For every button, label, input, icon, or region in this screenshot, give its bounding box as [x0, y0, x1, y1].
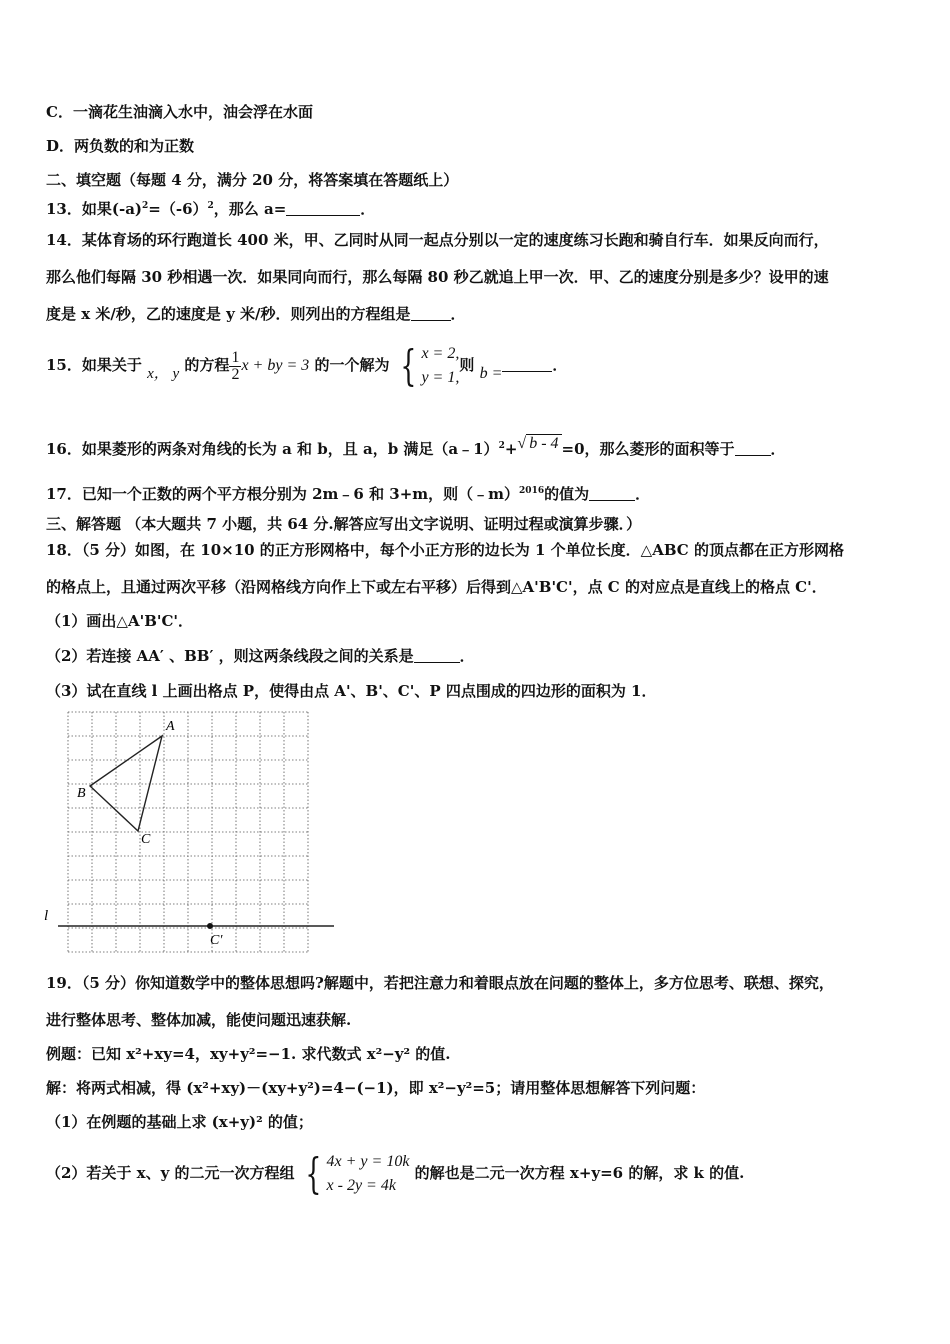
q13-text-b: =（-6）	[148, 200, 208, 218]
q16-text-b: +	[504, 440, 518, 458]
q15-b-var: b =	[479, 365, 503, 382]
q14-end: ．	[450, 305, 466, 323]
q15-answer-blank[interactable]	[502, 357, 552, 372]
q15-text-b: 的方程	[184, 356, 230, 374]
question-18-line-1: 18．（5 分）如图，在 10×10 的正方形网格中，每个小正方形的边长为 1 个单位长度．△ABC 的顶点都在正方形网格	[46, 541, 844, 559]
question-16	[46, 434, 786, 459]
q13-text-c: ，那么 a=	[213, 200, 287, 218]
q19-system	[327, 1150, 410, 1198]
q14-text: 度是 x 米/秒，乙的速度是 y 米/秒．则列出的方程组是	[46, 305, 411, 323]
label-b: B	[77, 786, 86, 801]
question-15	[46, 338, 567, 392]
question-18-part-2	[46, 646, 475, 666]
question-18-part-3: （3）试在直线 l 上画出格点 P，使得由点 A'、B'、C'、P 四点围成的四边形的面积为 1．	[46, 682, 657, 700]
section-fill-in-heading: 二、填空题（每题 4 分，满分 20 分，将答案填在答题纸上）	[46, 171, 459, 189]
question-13	[46, 196, 375, 219]
q19-brace: {	[305, 1149, 322, 1198]
label-c-prime: C′	[210, 933, 223, 948]
q13-sup-2: 2	[207, 201, 214, 211]
q15-vars: x， y	[147, 366, 180, 382]
question-14-line-2: 那么他们每隔 30 秒相遇一次．如果同向而行，那么每隔 80 秒乙就追上甲一次．甲、乙的速度分别是多少？设甲的速	[46, 268, 829, 286]
q16-sqrt	[517, 434, 561, 454]
label-l: l	[44, 908, 49, 924]
q13-answer-blank[interactable]	[286, 201, 360, 216]
option-d: D．两负数的和为正数	[46, 137, 195, 155]
q17-answer-blank[interactable]	[589, 486, 635, 501]
q18-answer-blank[interactable]	[414, 648, 460, 663]
q14-answer-blank[interactable]	[411, 306, 451, 321]
q16-text-a: 16．如果菱形的两条对角线的长为 a 和 b，且 a，b 满足（a﹣1）	[46, 440, 499, 458]
q15-text-d: 则	[459, 356, 475, 374]
question-19-part-2	[46, 1144, 744, 1202]
q16-text-d: ．	[770, 440, 786, 458]
q15-system	[421, 342, 459, 390]
q19-sys-line-2: x - 2y = 4k	[326, 1177, 396, 1194]
q16-radicand: b - 4	[526, 434, 561, 452]
q15-sys-line-2: y = 1,	[421, 369, 460, 386]
label-a: A	[166, 719, 175, 734]
q15-fraction-den: 2	[231, 365, 240, 383]
q13-sup-1: 2	[142, 201, 149, 211]
q18-p2-end: ．	[459, 647, 475, 665]
q19-p2-text-b: 的解也是二元一次方程 x+y=6 的解，求 k 的值.	[414, 1164, 745, 1182]
q15-equation: x + by = 3	[241, 357, 310, 374]
question-14-line-3	[46, 304, 466, 324]
point-c-prime	[207, 923, 213, 929]
q15-sys-line-1: x = 2,	[421, 345, 460, 362]
question-19-example: 例题：已知 x²+xy=4，xy+y²=−1. 求代数式 x²−y² 的值.	[46, 1045, 451, 1063]
q17-text-c: ．	[635, 485, 651, 503]
q16-answer-blank[interactable]	[735, 441, 771, 456]
q19-p2-text-a: （2）若关于 x、y 的二元一次方程组	[46, 1164, 295, 1182]
question-17	[46, 481, 650, 504]
q17-exp: 2016	[519, 486, 545, 496]
question-19-part-1: （1）在例题的基础上求 (x+y)² 的值；	[46, 1113, 313, 1131]
section-answer-heading: 三、解答题 （本大题共 7 小题，共 64 分.解答应写出文字说明、证明过程或演算步骤．）	[46, 515, 642, 533]
question-18-line-2: 的格点上，且通过两次平移（沿网格线方向作上下或左右平移）后得到△A'B'C'，点 C 的对应点是直线上的格点 C'．	[46, 578, 827, 596]
q17-text-b: 的值为	[544, 485, 590, 503]
q16-sup: 2	[498, 441, 505, 451]
question-19-line-1: 19．（5 分）你知道数学中的整体思想吗?解题中，若把注意力和着眼点放在问题的整体上，多方位思考、联想、探究，	[46, 974, 834, 992]
question-19-line-2: 进行整体思考、整体加减，能使问题迅速获解.	[46, 1011, 352, 1029]
q15-fraction	[229, 350, 241, 383]
triangle-abc	[90, 736, 162, 831]
q15-brace: {	[400, 341, 417, 390]
q16-text-c: =0，那么菱形的面积等于	[561, 440, 735, 458]
sqrt-sign-icon: √	[517, 435, 527, 452]
q15-text-c: 的一个解为	[314, 356, 390, 374]
square-grid	[68, 712, 308, 952]
q18-p2-text: （2）若连接 AA′ 、BB′ ，则这两条线段之间的关系是	[46, 647, 414, 665]
option-c: C．一滴花生油滴入水中，油会浮在水面	[46, 103, 313, 121]
question-19-solution: 解：将两式相减，得 (x²+xy)－(xy+y²)=4−(−1)，即 x²−y²=5；请用整体思想解答下列问题：	[46, 1079, 706, 1097]
q19-sys-line-1: 4x + y = 10k	[326, 1153, 410, 1170]
q13-text-a: 13．如果(-a)	[46, 200, 143, 218]
q15-text-e: ．	[552, 356, 568, 374]
question-18-part-1: （1）画出△A'B'C'．	[46, 612, 194, 630]
grid-figure	[44, 708, 344, 958]
q15-fraction-num: 1	[231, 348, 240, 366]
q15-text-a: 15．如果关于	[46, 356, 142, 374]
question-14-line-1: 14．某体育场的环行跑道长 400 米，甲、乙同时从同一起点分别以一定的速度练习长跑和骑自行车．如果反向而行，	[46, 231, 829, 249]
label-c: C	[141, 832, 151, 847]
q17-text-a: 17．已知一个正数的两个平方根分别为 2m﹣6 和 3+m，则（﹣m）	[46, 485, 520, 503]
q13-text-d: ．	[360, 200, 376, 218]
